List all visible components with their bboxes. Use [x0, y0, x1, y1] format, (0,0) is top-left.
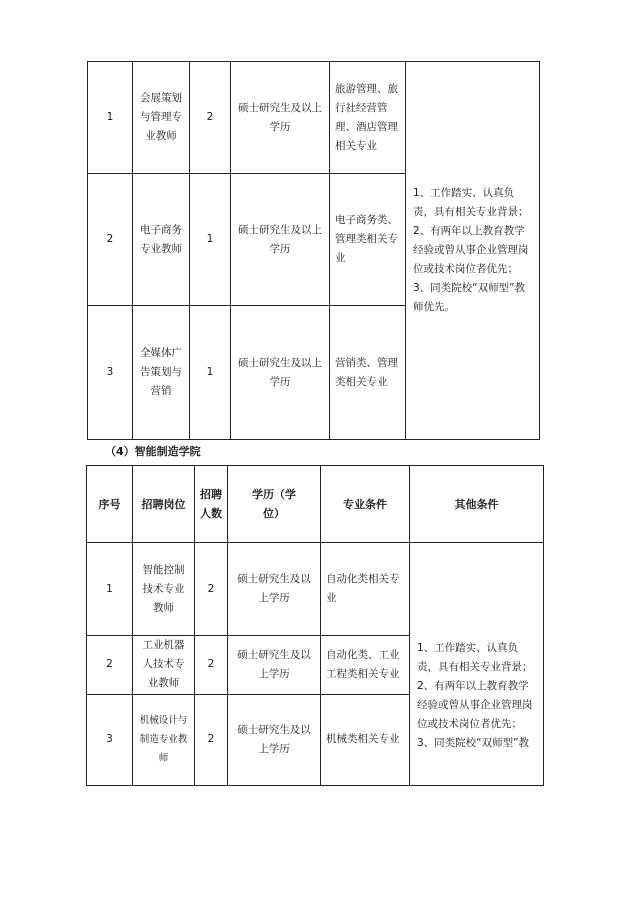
table-row [88, 62, 540, 174]
headcount: 2 [195, 543, 228, 636]
other-requirements: 1、工作踏实、认真负责，具有相关专业背景； 2、有两年以上教育教学经验或曾从事企业管理岗位或技术岗位者优先； 3、同类院校“双师型”教师优先。 [406, 62, 540, 440]
education: 硕士研究生及以上学历 [231, 174, 330, 306]
header-no: 序号 [87, 466, 133, 543]
education: 硕士研究生及以上学历 [228, 636, 321, 694]
headcount: 2 [195, 694, 228, 785]
table-row [87, 543, 544, 636]
row-number: 2 [88, 174, 133, 306]
position-name: 电子商务专业教师 [133, 174, 190, 306]
headcount: 2 [190, 62, 231, 174]
education: 硕士研究生及以上学历 [231, 62, 330, 174]
header-degree: 学历（学位） [228, 466, 321, 543]
education: 硕士研究生及以上学历 [228, 543, 321, 636]
table-header-row [87, 466, 544, 543]
header-other: 其他条件 [410, 466, 544, 543]
position-name: 会展策划与管理专业教师 [133, 62, 190, 174]
row-number: 1 [88, 62, 133, 174]
major-requirement: 旅游管理、旅行社经营管理、酒店管理相关专业 [330, 62, 406, 174]
position-name: 智能控制技术专业教师 [133, 543, 195, 636]
section-title: （4）智能制造学院 [105, 445, 201, 458]
headcount: 2 [195, 636, 228, 694]
recruitment-table-continued [87, 61, 540, 440]
education: 硕士研究生及以上学历 [228, 694, 321, 785]
row-number: 3 [88, 306, 133, 440]
major-requirement: 机械类相关专业 [321, 694, 410, 785]
recruitment-table-intelligent-manufacturing [86, 465, 544, 786]
other-requirements: 1、工作踏实、认真负责，具有相关专业背景； 2、有两年以上教育教学经验或曾从事企业管理岗位或技术岗位者优先； 3、同类院校“双师型”教 [410, 543, 544, 786]
major-requirement: 自动化类、工业工程类相关专业 [321, 636, 410, 694]
major-requirement: 自动化类相关专业 [321, 543, 410, 636]
row-number: 3 [87, 694, 133, 785]
row-number: 1 [87, 543, 133, 636]
header-count: 招聘人数 [195, 466, 228, 543]
headcount: 1 [190, 174, 231, 306]
education: 硕士研究生及以上学历 [231, 306, 330, 440]
row-number: 2 [87, 636, 133, 694]
position-name: 机械设计与制造专业教师 [133, 694, 195, 785]
headcount: 1 [190, 306, 231, 440]
header-major: 专业条件 [321, 466, 410, 543]
position-name: 全媒体广告策划与营销 [133, 306, 190, 440]
major-requirement: 电子商务类、管理类相关专业 [330, 174, 406, 306]
header-post: 招聘岗位 [133, 466, 195, 543]
position-name: 工业机器人技术专业教师 [133, 636, 195, 694]
major-requirement: 营销类、管理类相关专业 [330, 306, 406, 440]
